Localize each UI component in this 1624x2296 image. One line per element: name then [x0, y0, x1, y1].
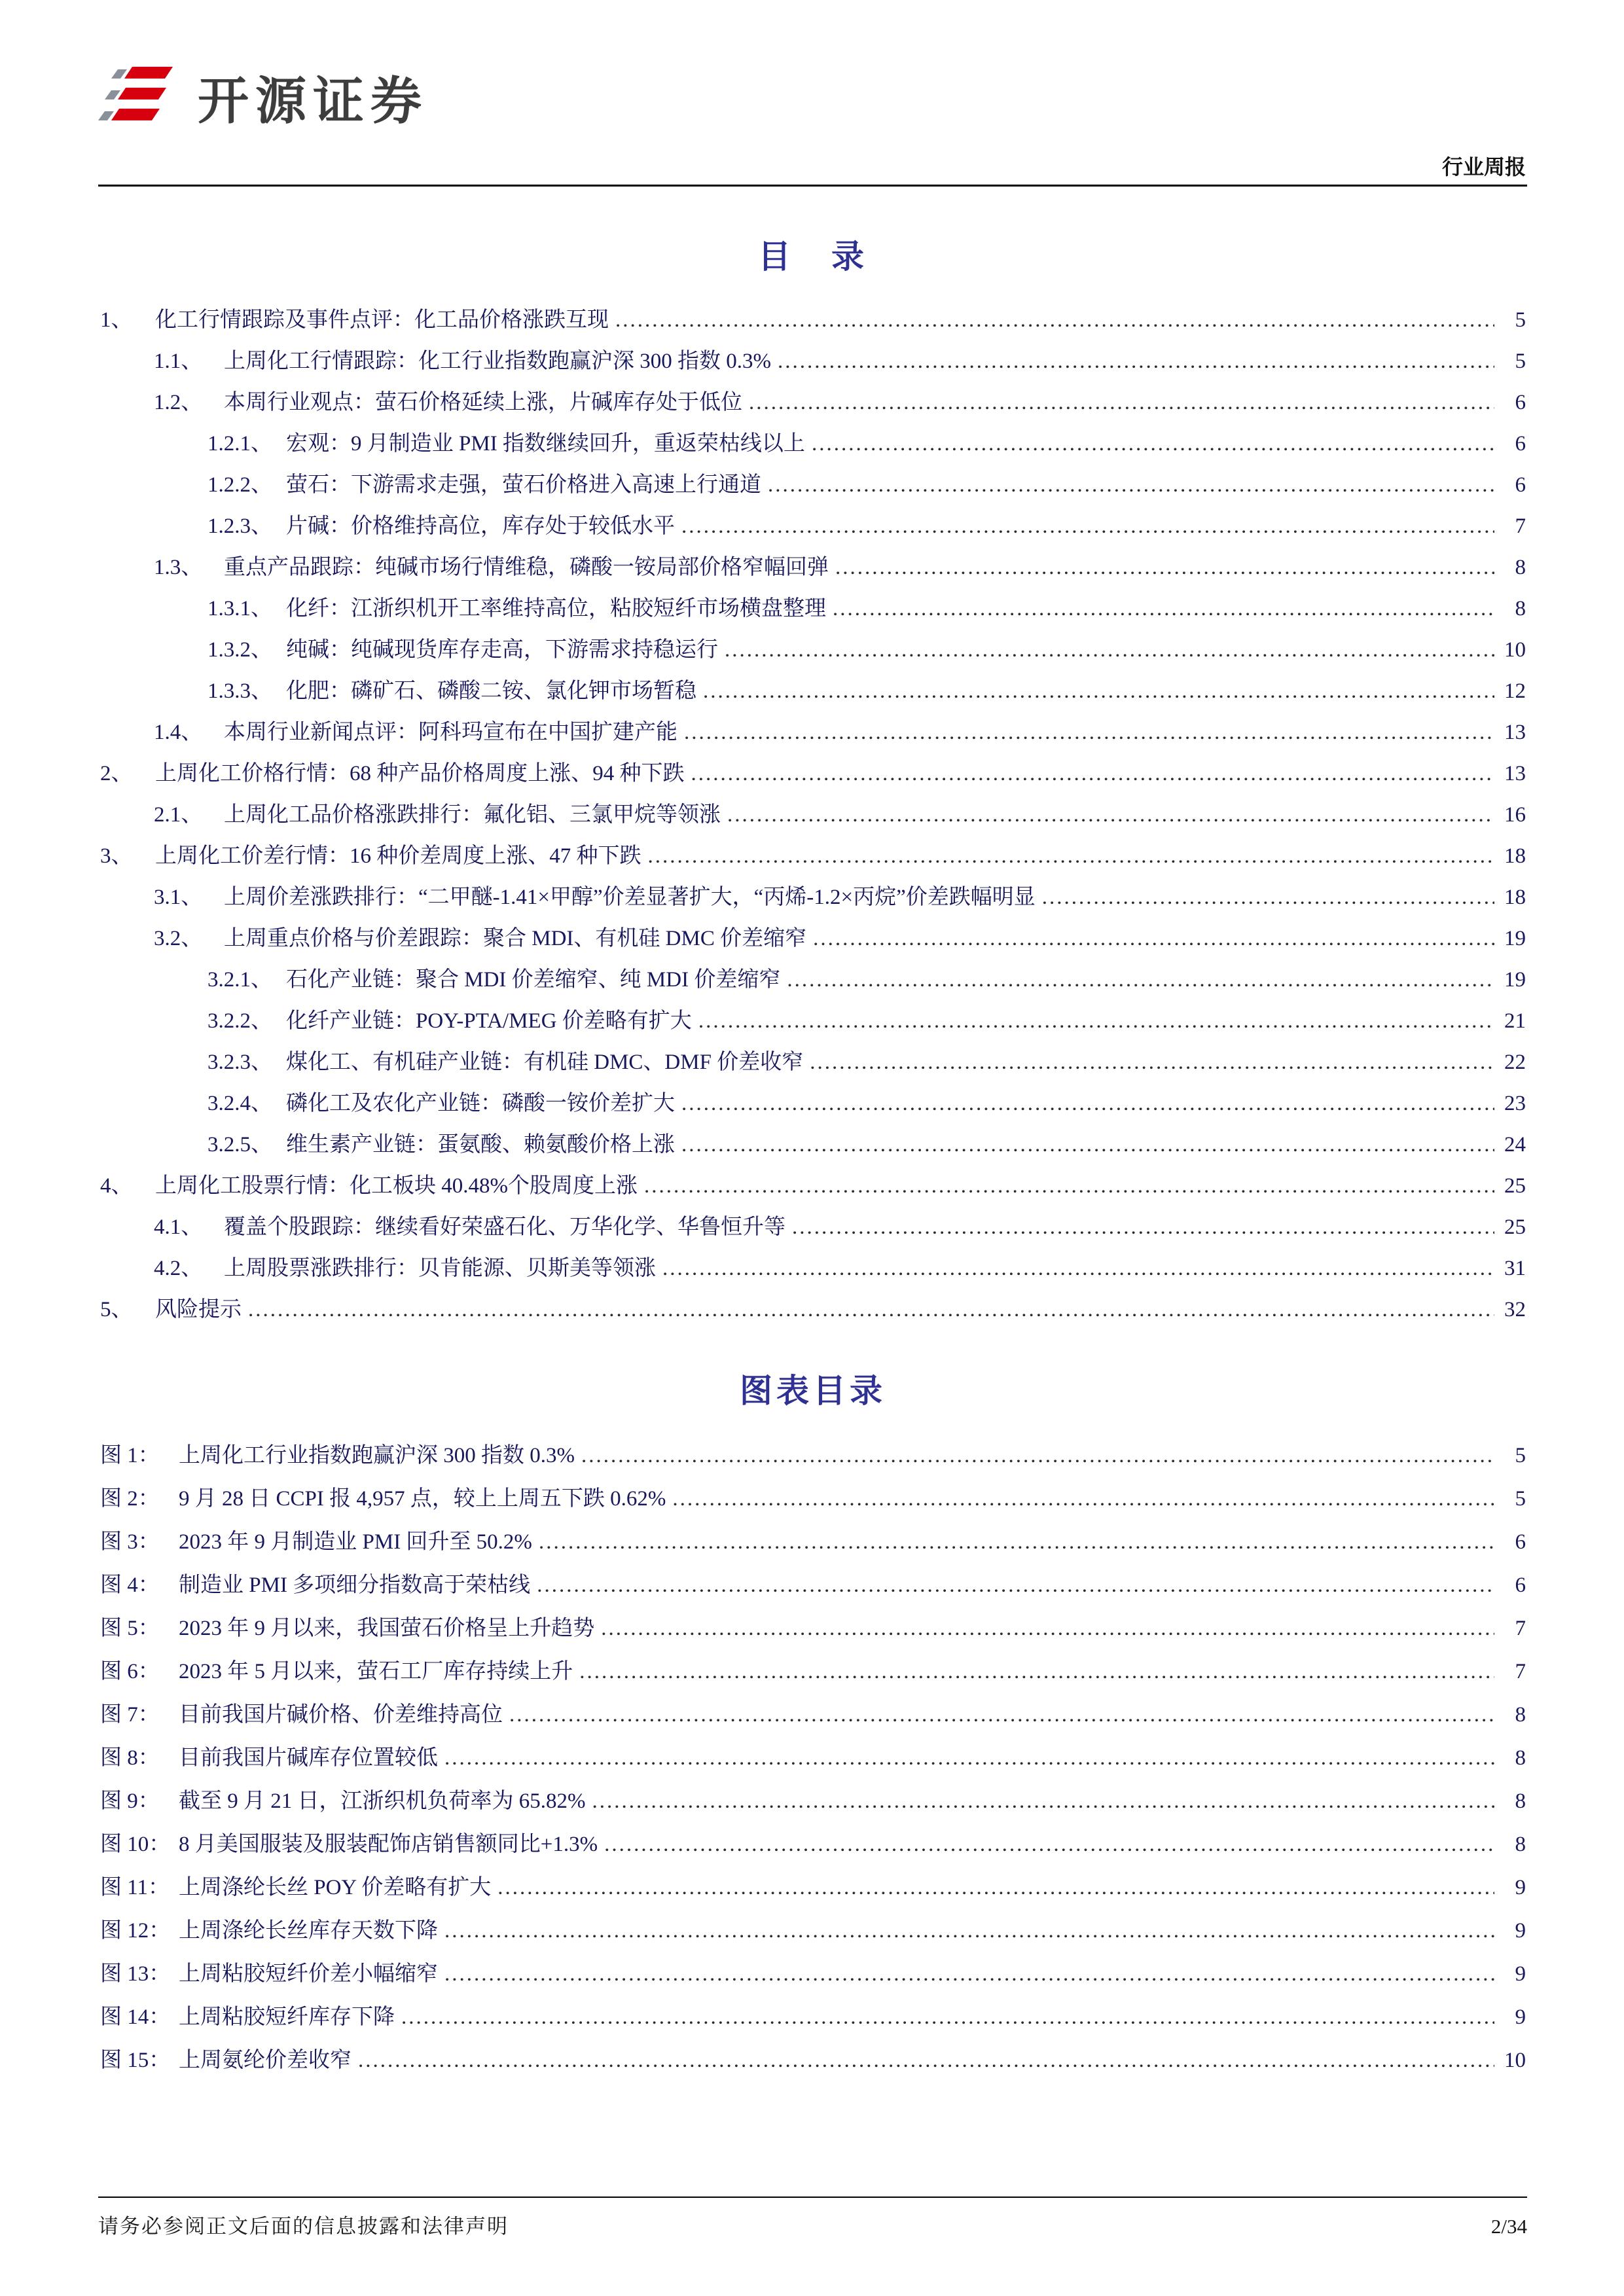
leader-dots [698, 1001, 1494, 1042]
figure-entry-number: 图 6： [100, 1660, 160, 1683]
leader-dots [681, 1083, 1494, 1124]
figure-entry-page: 9 [1515, 1962, 1526, 1986]
toc-entry-label: 宏观：9 月制造业 PMI 指数继续回升，重返荣枯线以上 [286, 432, 805, 456]
figure-entry-label: 制造业 PMI 多项细分指数高于荣枯线 [179, 1573, 531, 1597]
leader-dots [703, 671, 1494, 712]
leader-dots [601, 1607, 1494, 1650]
figure-entry[interactable] [100, 1564, 1526, 1607]
figure-entry[interactable] [100, 1780, 1526, 1823]
report-type-label: 行业周报 [1441, 155, 1526, 179]
toc-entry-label: 化纤产业链：POY-PTA/MEG 价差略有扩大 [286, 1009, 692, 1033]
figure-entry-number: 图 11： [100, 1876, 170, 1899]
figure-entry-page: 6 [1515, 1530, 1526, 1554]
toc-entry-label: 本周行业新闻点评：阿科玛宣布在中国扩建产能 [224, 721, 677, 744]
leader-dots [579, 1650, 1494, 1693]
toc-entry-number: 1.2.2、 [208, 473, 272, 497]
figure-entry-page: 8 [1515, 1789, 1526, 1813]
toc-entry[interactable] [100, 465, 1526, 506]
figure-entry[interactable] [100, 1996, 1526, 2039]
toc-entry[interactable] [100, 382, 1526, 423]
leader-dots [358, 2039, 1494, 2082]
figure-entry-label: 8 月美国服装及服装配饰店销售额同比+1.3% [179, 1833, 598, 1856]
figure-entry-label: 2023 年 9 月制造业 PMI 回升至 50.2% [179, 1530, 532, 1554]
toc-entry-page: 32 [1504, 1298, 1526, 1321]
figure-entry-page: 10 [1504, 2049, 1526, 2072]
toc-entry-label: 磷化工及农化产业链：磷酸一铵价差扩大 [286, 1092, 675, 1115]
page-header [98, 60, 1527, 185]
toc-entry-number: 4.2、 [154, 1257, 203, 1280]
leader-dots [725, 630, 1494, 671]
toc-entry-page: 18 [1504, 886, 1526, 909]
leader-dots [778, 341, 1494, 382]
leader-dots [444, 1952, 1494, 1996]
leader-dots [592, 1780, 1495, 1823]
toc-entry-number: 2、 [100, 762, 133, 785]
figure-entry-page: 9 [1515, 1919, 1526, 1943]
toc-entry[interactable] [100, 836, 1526, 877]
toc-entry-page: 6 [1515, 473, 1526, 497]
toc-entry-label: 上周价差涨跌排行：“二甲醚-1.41×甲醇”价差显著扩大，“丙烯-1.2×丙烷”价差跌幅明显 [224, 886, 1036, 909]
leader-dots [497, 1866, 1494, 1909]
figure-entry-number: 图 3： [100, 1530, 160, 1554]
figure-entry-page: 8 [1515, 1833, 1526, 1856]
figure-entry-label: 目前我国片碱库存位置较低 [179, 1746, 438, 1770]
toc-entry-page: 5 [1515, 308, 1526, 332]
toc-entry-number: 4.1、 [154, 1215, 203, 1239]
leader-dots [681, 1124, 1494, 1166]
leader-dots [581, 1434, 1494, 1477]
toc-entry-number: 1.2、 [154, 391, 203, 414]
leader-dots [648, 836, 1495, 877]
toc-entry[interactable] [100, 506, 1526, 547]
figure-entry[interactable] [100, 1823, 1526, 1866]
figure-entry-page: 7 [1515, 1660, 1526, 1683]
toc-entry-number: 1.3.2、 [208, 638, 272, 662]
toc-entry-number: 3.2.5、 [208, 1133, 272, 1157]
toc-entry-label: 石化产业链：聚合 MDI 价差缩窄、纯 MDI 价差缩窄 [286, 968, 781, 992]
toc-entry[interactable] [100, 753, 1526, 795]
leader-dots [787, 960, 1494, 1001]
toc-entry-number: 3.1、 [154, 886, 203, 909]
leader-dots [509, 1693, 1494, 1736]
figure-entry-label: 上周粘胶短纤价差小幅缩窄 [179, 1962, 438, 1986]
leader-dots [813, 918, 1494, 960]
toc-entry[interactable] [100, 1124, 1526, 1166]
figures-list [100, 1434, 1526, 2082]
header-divider [98, 185, 1527, 187]
toc-entry-page: 6 [1515, 432, 1526, 456]
figure-entry-label: 上周化工行业指数跑赢沪深 300 指数 0.3% [179, 1444, 575, 1467]
leader-dots [615, 300, 1494, 341]
toc-entry-label: 化纤：江浙织机开工率维持高位，粘胶短纤市场横盘整理 [286, 597, 826, 620]
toc-entry[interactable] [100, 960, 1526, 1001]
toc-entry-label: 覆盖个股跟踪：继续看好荣盛石化、万华化学、华鲁恒升等 [224, 1215, 785, 1239]
toc-entry[interactable] [100, 341, 1526, 382]
figures-title: 图表目录 [740, 1372, 886, 1409]
leader-dots [1042, 877, 1494, 918]
figure-entry-page: 9 [1515, 1876, 1526, 1899]
toc-entry-page: 12 [1504, 679, 1526, 703]
figure-entry[interactable] [100, 1693, 1526, 1736]
toc-entry-label: 化肥：磷矿石、磷酸二铵、氯化钾市场暂稳 [286, 679, 696, 703]
toc-entry-number: 3.2.1、 [208, 968, 272, 992]
leader-dots [833, 588, 1494, 630]
figure-entry-number: 图 5： [100, 1617, 160, 1640]
toc-entry-number: 2.1、 [154, 803, 203, 827]
figure-entry-page: 5 [1515, 1487, 1526, 1511]
leader-dots [444, 1736, 1494, 1780]
leader-dots [537, 1564, 1494, 1607]
toc-entry-number: 1、 [100, 308, 133, 332]
figure-entry-number: 图 13： [100, 1962, 171, 1986]
toc-entry-number: 5、 [100, 1298, 133, 1321]
toc-entry[interactable] [100, 671, 1526, 712]
toc-entry[interactable] [100, 795, 1526, 836]
figure-entry-number: 图 12： [100, 1919, 171, 1943]
toc-entry-label: 上周化工价格行情：68 种产品价格周度上涨、94 种下跌 [155, 762, 685, 785]
toc-entry[interactable] [100, 1001, 1526, 1042]
figure-entry[interactable] [100, 1909, 1526, 1952]
leader-dots [749, 382, 1494, 423]
toc-entry-page: 13 [1504, 721, 1526, 744]
toc-entry-page: 19 [1504, 927, 1526, 950]
figure-entry-label: 上周氨纶价差收窄 [179, 2049, 352, 2072]
toc-entry-page: 8 [1515, 556, 1526, 579]
figure-entry-number: 图 1： [100, 1444, 160, 1467]
toc-entry-label: 上周股票涨跌排行：贝肯能源、贝斯美等领涨 [224, 1257, 656, 1280]
toc-entry[interactable] [100, 1042, 1526, 1083]
figure-entry-label: 上周涤纶长丝库存天数下降 [179, 1919, 438, 1943]
toc-entry-label: 上周重点价格与价差跟踪：聚合 MDI、有机硅 DMC 价差缩窄 [224, 927, 807, 950]
toc-entry-label: 上周化工行情跟踪：化工行业指数跑赢沪深 300 指数 0.3% [224, 350, 771, 373]
leader-dots [810, 1042, 1494, 1083]
figure-entry-label: 2023 年 5 月以来，萤石工厂库存持续上升 [179, 1660, 573, 1683]
figure-entry-label: 上周涤纶长丝 POY 价差略有扩大 [179, 1876, 492, 1899]
leader-dots [812, 423, 1494, 465]
leader-dots [792, 1207, 1494, 1248]
toc-entry-label: 化工行情跟踪及事件点评：化工品价格涨跌互现 [155, 308, 609, 332]
toc-entry-number: 1.1、 [154, 350, 203, 373]
toc-entry[interactable] [100, 300, 1526, 341]
leader-dots [681, 506, 1494, 547]
toc-entry-page: 5 [1515, 350, 1526, 373]
toc-entry-page: 22 [1504, 1050, 1526, 1074]
figure-entry-page: 8 [1515, 1746, 1526, 1770]
toc-entry-page: 6 [1515, 391, 1526, 414]
leader-dots [662, 1248, 1494, 1289]
figure-entry-number: 图 2： [100, 1487, 160, 1511]
toc-entry-number: 1.3.3、 [208, 679, 272, 703]
toc-entry-page: 10 [1504, 638, 1526, 662]
toc-entry[interactable] [100, 1166, 1526, 1207]
figure-entry-label: 2023 年 9 月以来，我国萤石价格呈上升趋势 [179, 1617, 595, 1640]
toc-entry-number: 1.2.3、 [208, 514, 272, 538]
figure-entry-label: 9 月 28 日 CCPI 报 4,957 点，较上上周五下跌 0.62% [179, 1487, 666, 1511]
toc-entry-label: 上周化工品价格涨跌排行：氟化铝、三氯甲烷等领涨 [224, 803, 721, 827]
toc-list [100, 300, 1526, 1331]
leader-dots [539, 1520, 1494, 1564]
main-content [100, 230, 1526, 2082]
toc-entry-number: 3.2.4、 [208, 1092, 272, 1115]
figure-entry-page: 8 [1515, 1703, 1526, 1727]
figure-entry-page: 6 [1515, 1573, 1526, 1597]
leader-dots [835, 547, 1494, 588]
leader-dots [691, 753, 1495, 795]
toc-entry[interactable] [100, 588, 1526, 630]
toc-entry-label: 萤石：下游需求走强，萤石价格进入高速上行通道 [286, 473, 761, 497]
figure-entry[interactable] [100, 2039, 1526, 2082]
leader-dots [727, 795, 1494, 836]
figure-entry-page: 9 [1515, 2005, 1526, 2029]
toc-entry-label: 维生素产业链：蛋氨酸、赖氨酸价格上涨 [286, 1133, 675, 1157]
toc-entry-number: 1.3.1、 [208, 597, 272, 620]
toc-entry-label: 本周行业观点：萤石价格延续上涨，片碱库存处于低位 [224, 391, 742, 414]
toc-entry[interactable] [100, 918, 1526, 960]
brand [98, 60, 1527, 134]
figure-entry-number: 图 8： [100, 1746, 160, 1770]
toc-entry-label: 上周化工价差行情：16 种价差周度上涨、47 种下跌 [155, 844, 641, 868]
figure-entry-page: 7 [1515, 1617, 1526, 1640]
toc-entry-page: 7 [1515, 514, 1526, 538]
figure-entry-number: 图 15： [100, 2049, 171, 2072]
toc-entry-number: 3.2、 [154, 927, 203, 950]
leader-dots [644, 1166, 1494, 1207]
toc-entry[interactable] [100, 630, 1526, 671]
figure-entry-label: 目前我国片碱价格、价差维持高位 [179, 1703, 503, 1727]
toc-entry[interactable] [100, 547, 1526, 588]
toc-entry-page: 21 [1504, 1009, 1526, 1033]
page-footer [98, 2197, 1527, 2239]
toc-entry-label: 片碱：价格维持高位，库存处于较低水平 [286, 514, 675, 538]
toc-entry-page: 25 [1504, 1174, 1526, 1198]
figure-entry-number: 图 9： [100, 1789, 160, 1813]
leader-dots [444, 1909, 1494, 1952]
toc-entry-number: 4、 [100, 1174, 133, 1198]
leader-dots [604, 1823, 1494, 1866]
leader-dots [768, 465, 1494, 506]
figure-entry-label: 截至 9 月 21 日，江浙织机负荷率为 65.82% [179, 1789, 586, 1813]
figure-entry-page: 5 [1515, 1444, 1526, 1467]
figure-entry[interactable] [100, 1607, 1526, 1650]
figure-entry-number: 图 4： [100, 1573, 160, 1597]
toc-entry-page: 24 [1504, 1133, 1526, 1157]
toc-entry[interactable] [100, 1248, 1526, 1289]
figure-entry[interactable] [100, 1866, 1526, 1909]
brand-name: 开源证券 [198, 72, 429, 130]
figure-entry[interactable] [100, 1650, 1526, 1693]
figure-entry[interactable] [100, 1434, 1526, 1477]
toc-entry-label: 上周化工股票行情：化工板块 40.48%个股周度上涨 [155, 1174, 638, 1198]
figure-entry[interactable] [100, 1736, 1526, 1780]
figure-entry-label: 上周粘胶短纤库存下降 [179, 2005, 395, 2029]
toc-entry-page: 23 [1504, 1092, 1526, 1115]
toc-entry-number: 1.2.1、 [208, 432, 272, 456]
toc-entry-page: 8 [1515, 597, 1526, 620]
leader-dots [401, 1996, 1494, 2039]
toc-entry-label: 纯碱：纯碱现货库存走高，下游需求持稳运行 [286, 638, 718, 662]
footer-page-number: 2/34 [1490, 2215, 1527, 2238]
leader-dots [248, 1289, 1494, 1331]
brand-logo-icon [98, 63, 185, 131]
toc-entry-page: 31 [1504, 1257, 1526, 1280]
figure-entry-number: 图 7： [100, 1703, 160, 1727]
toc-entry[interactable] [100, 1207, 1526, 1248]
toc-entry[interactable] [100, 1289, 1526, 1331]
toc-entry-number: 1.4、 [154, 721, 203, 744]
toc-entry[interactable] [100, 877, 1526, 918]
toc-entry-number: 3.2.3、 [208, 1050, 272, 1074]
toc-entry-label: 风险提示 [155, 1298, 242, 1321]
toc-entry-page: 25 [1504, 1215, 1526, 1239]
toc-title: 目 录 [758, 238, 868, 275]
toc-entry[interactable] [100, 1083, 1526, 1124]
toc-entry[interactable] [100, 423, 1526, 465]
figure-entry[interactable] [100, 1477, 1526, 1520]
toc-entry-page: 19 [1504, 968, 1526, 992]
toc-entry[interactable] [100, 712, 1526, 753]
toc-entry-page: 16 [1504, 803, 1526, 827]
toc-entry-number: 3.2.2、 [208, 1009, 272, 1033]
toc-entry-label: 重点产品跟踪：纯碱市场行情维稳，磷酸一铵局部价格窄幅回弹 [224, 556, 829, 579]
toc-entry-number: 3、 [100, 844, 133, 868]
figure-entry-number: 图 10： [100, 1833, 171, 1856]
leader-dots [684, 712, 1494, 753]
figure-entry-number: 图 14： [100, 2005, 171, 2029]
toc-entry-page: 18 [1504, 844, 1526, 868]
leader-dots [672, 1477, 1494, 1520]
figure-entry[interactable] [100, 1520, 1526, 1564]
toc-entry-page: 13 [1504, 762, 1526, 785]
toc-entry-label: 煤化工、有机硅产业链：有机硅 DMC、DMF 价差收窄 [286, 1050, 804, 1074]
figure-entry[interactable] [100, 1952, 1526, 1996]
toc-entry-number: 1.3、 [154, 556, 203, 579]
footer-disclaimer: 请务必参阅正文后面的信息披露和法律声明 [98, 2215, 509, 2238]
